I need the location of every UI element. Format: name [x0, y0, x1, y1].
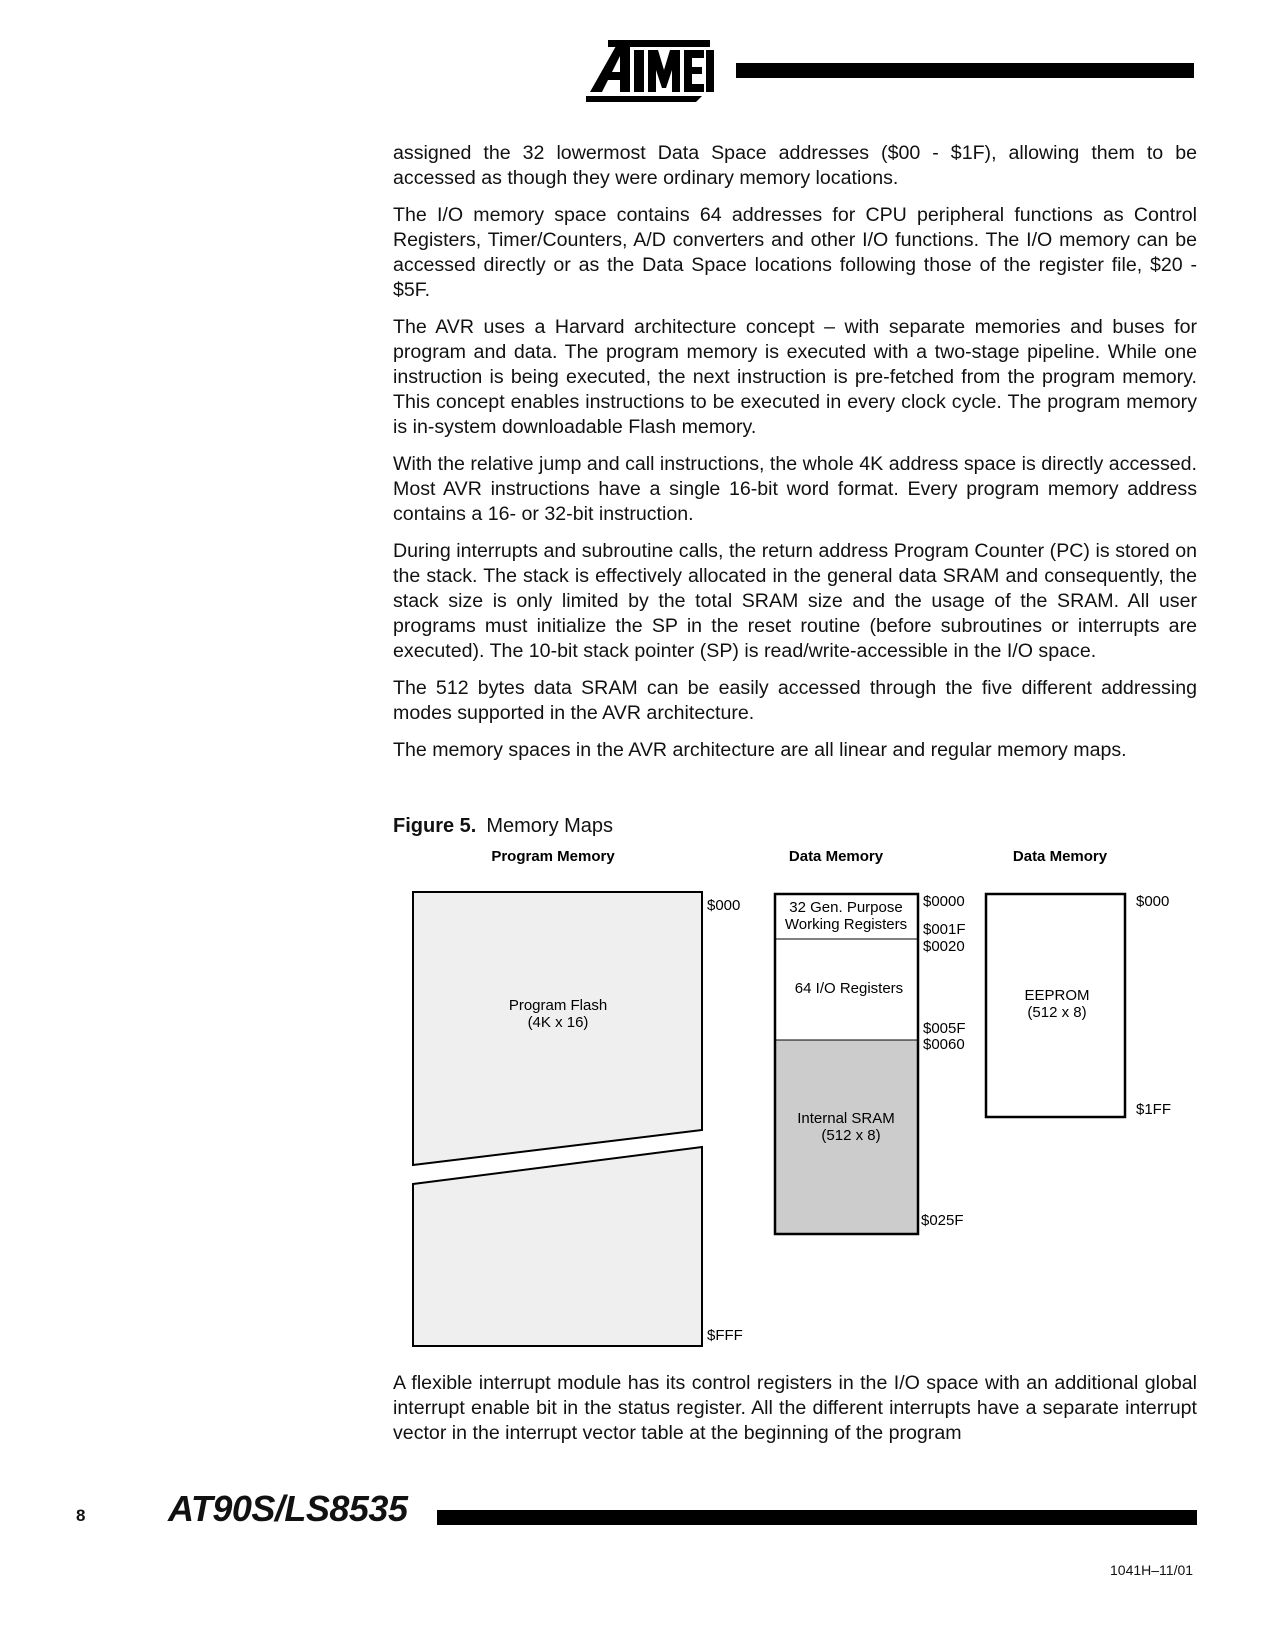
data-memory-heading: Data Memory: [788, 850, 884, 865]
program-flash-label: Program Flash: [508, 997, 608, 1014]
paragraph: The I/O memory space contains 64 addresses for CPU peripheral functions as Control Registers, Timer/Counters, A/D converters and other I/O functions. The I/O memory can be accessed directly or as the Data Space locations following those of the register file, $20 - $5F.: [393, 204, 1197, 301]
memory-maps-figure: [393, 850, 1213, 1350]
eeprom-addr-end: $1FF: [1136, 1101, 1172, 1118]
paragraph: A flexible interrupt module has its control registers in the I/O space with an additional global interrupt enable bit in the status register. All the different interrupts have a separate interrupt vector in the interrupt vector table at the beginning of the program: [393, 1372, 1197, 1444]
program-addr-end: $FFF: [707, 1327, 743, 1344]
eeprom-memory-heading: Data Memory: [1012, 850, 1108, 865]
working-registers-label: 32 Gen. Purpose: [789, 899, 903, 916]
paragraph: The memory spaces in the AVR architecture are all linear and regular memory maps.: [393, 739, 1127, 761]
addr-025f: $025F: [921, 1212, 964, 1229]
paragraph: During interrupts and subroutine calls, the return address Program Counter (PC) is stored on the stack. The stack is effectively allocated in the general data SRAM and consequently, the stack size is only limited by the total SRAM size and the usage of the SRAM. All user programs must initialize the SP in the reset routine (before subroutines or interrupts are executed). The 10-bit stack pointer (SP) is read/write-accessible in the I/O space.: [393, 540, 1197, 662]
figure-title: Memory Maps: [486, 815, 614, 837]
addr-001f: $001F: [923, 921, 966, 938]
figure-caption: [393, 815, 613, 838]
paragraph: With the relative jump and call instructions, the whole 4K address space is directly accessed. Most AVR instructions have a single 16-bit word format. Every program memory address contains a 16- or 32-bit instruction.: [393, 453, 1197, 525]
figure-label: Figure 5.: [393, 815, 477, 837]
addr-0000: $0000: [923, 893, 965, 910]
program-memory-heading: Program Memory: [491, 850, 615, 865]
program-flash-size: (4K x 16): [527, 1014, 589, 1031]
after-figure-text: [393, 1371, 1197, 1446]
paragraph: assigned the 32 lowermost Data Space addresses ($00 - $1F), allowing them to be accessed as though they were ordinary memory locations.: [393, 142, 1197, 189]
eeprom-label: EEPROM: [1024, 987, 1090, 1004]
addr-0060: $0060: [923, 1036, 965, 1053]
program-flash-lower: [413, 1147, 702, 1346]
paragraph: The AVR uses a Harvard architecture concept – with separate memories and buses for program and data. The program memory is executed with a two-stage pipeline. While one instruction is being executed, the next instruction is pre-fetched from the program memory. This concept enables instructions to be executed in every clock cycle. The program memory is in-system downloadable Flash memory.: [393, 316, 1197, 438]
document-code: 1041H–11/01: [1110, 1562, 1194, 1578]
paragraph: The 512 bytes data SRAM can be easily accessed through the five different addressing modes supported in the AVR architecture.: [393, 677, 1197, 724]
eeprom-addr-start: $000: [1136, 893, 1170, 910]
header-rule: [736, 63, 1194, 78]
footer-rule: [437, 1510, 1197, 1525]
page-number: 8: [76, 1506, 86, 1525]
internal-sram-label: Internal SRAM: [797, 1110, 895, 1127]
addr-005f: $005F: [923, 1020, 966, 1037]
memory-maps-diagram: [393, 850, 1213, 1350]
body-text: [393, 141, 1197, 775]
addr-0020: $0020: [923, 938, 965, 955]
program-addr-start: $000: [707, 897, 741, 914]
atmel-logo: [586, 40, 716, 102]
eeprom-size: (512 x 8): [1027, 1004, 1087, 1021]
internal-sram-size: (512 x 8): [821, 1127, 881, 1144]
io-registers-label: 64 I/O Registers: [794, 980, 904, 997]
working-registers-label-2: Working Registers: [784, 916, 908, 933]
footer-title: AT90S/LS8535: [168, 1488, 408, 1529]
